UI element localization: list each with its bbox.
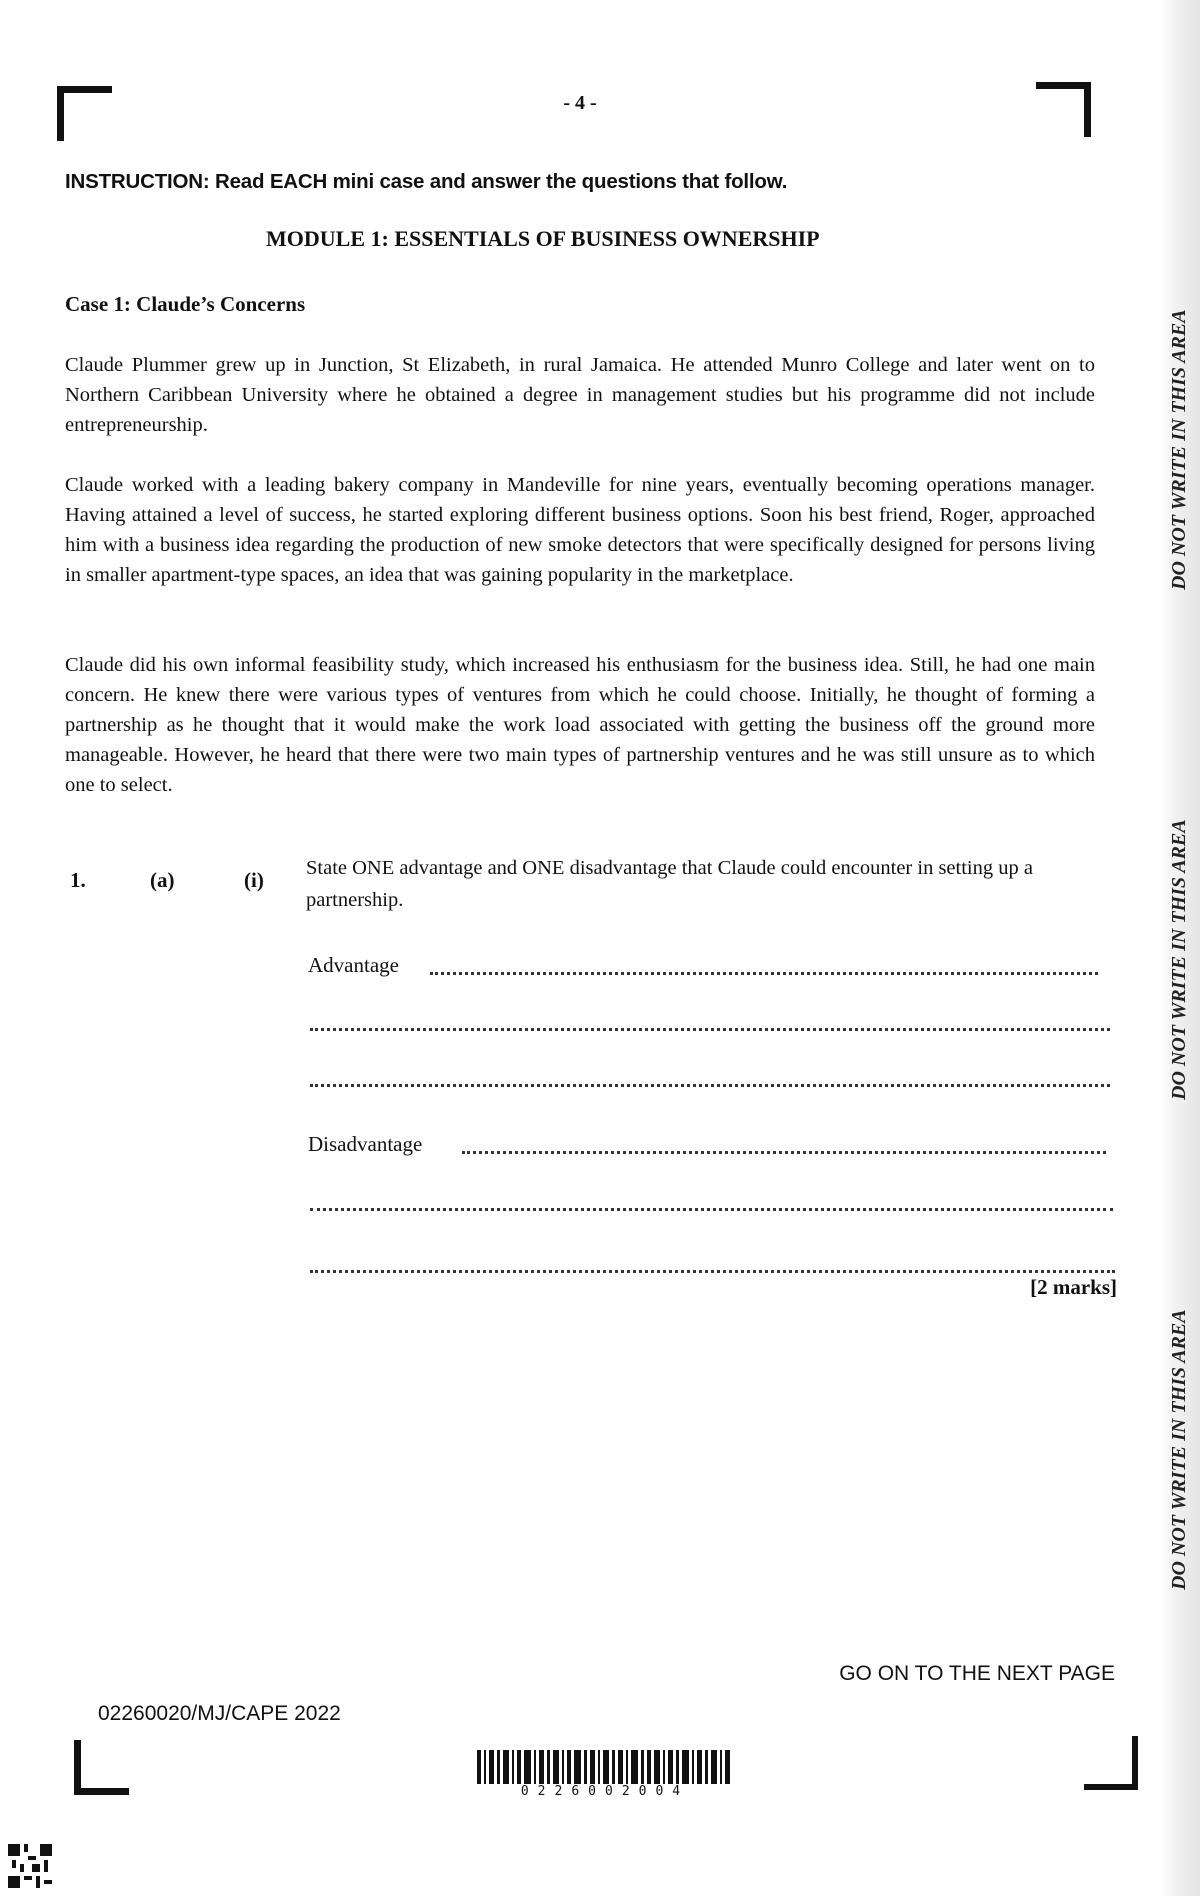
case-paragraph-2: Claude worked with a leading bakery company in Mandeville for nine years, eventually becoming operations manager. Having attained a level of success, he started exploring different business options. Soon his best friend, Roger, approached him with a business idea regarding the production of new smoke detectors that were specifically designed for persons living in smaller apartment-type spaces, an idea that was gaining popularity in the marketplace.: [65, 474, 1095, 586]
instruction: INSTRUCTION: Read EACH mini case and answer the questions that follow.: [65, 170, 788, 193]
disadvantage-answer-line-3[interactable]: [310, 1270, 1115, 1273]
module-title: MODULE 1: ESSENTIALS OF BUSINESS OWNERSHIP: [266, 226, 820, 251]
barcode-number: 0226002004: [520, 1784, 690, 1799]
side-margin-warning-2: DO NOT WRITE IN THIS AREA: [1168, 819, 1190, 1100]
crop-mark-top-right: [1036, 82, 1091, 137]
crop-mark-bottom-left: [74, 1740, 129, 1795]
advantage-answer-line-1[interactable]: [430, 972, 1098, 975]
advantage-answer-line-2[interactable]: [310, 1028, 1110, 1031]
qr-code: [8, 1844, 52, 1888]
crop-mark-bottom-right: [1084, 1736, 1138, 1790]
page-number: - 4 -: [563, 92, 597, 114]
binding-margin: [1160, 0, 1200, 1896]
advantage-answer-line-3[interactable]: [310, 1084, 1110, 1087]
question-text: State ONE advantage and ONE disadvantage that Claude could encounter in setting up a partnership.: [306, 857, 1033, 911]
case-paragraph-3: Claude did his own informal feasibility study, which increased his enthusiasm for the business idea. Still, he had one main concern. He knew there were various types of ventures from which he could choose. Initially, he thought of forming a partnership as he thought that it would make the work load associated with getting the business off the ground more manageable. However, he heard that there were two main types of partnership ventures and he was still unsure as to which one to select.: [65, 654, 1095, 796]
paper-code: 02260020/MJ/CAPE 2022: [98, 1702, 341, 1725]
crop-mark-top-left: [57, 86, 112, 141]
question-part: (a): [150, 868, 175, 892]
side-margin-warning-3: DO NOT WRITE IN THIS AREA: [1168, 1309, 1190, 1590]
advantage-label: Advantage: [308, 953, 399, 977]
disadvantage-answer-line-1[interactable]: [462, 1151, 1106, 1154]
side-margin-warning-1: DO NOT WRITE IN THIS AREA: [1168, 309, 1190, 590]
question-subpart: (i): [244, 868, 264, 892]
marks-allocation: [2 marks]: [1030, 1275, 1117, 1299]
question-number: 1.: [70, 868, 86, 892]
next-page-notice: GO ON TO THE NEXT PAGE: [839, 1662, 1115, 1685]
disadvantage-label: Disadvantage: [308, 1132, 423, 1156]
disadvantage-answer-line-2[interactable]: [310, 1208, 1113, 1211]
case-paragraph-1: Claude Plummer grew up in Junction, St Elizabeth, in rural Jamaica. He attended Munro College and later went on to Northern Caribbean University where he obtained a degree in management studies but his programme did not include entrepreneurship.: [65, 354, 1095, 436]
case-title: Case 1: Claude’s Concerns: [65, 292, 306, 316]
